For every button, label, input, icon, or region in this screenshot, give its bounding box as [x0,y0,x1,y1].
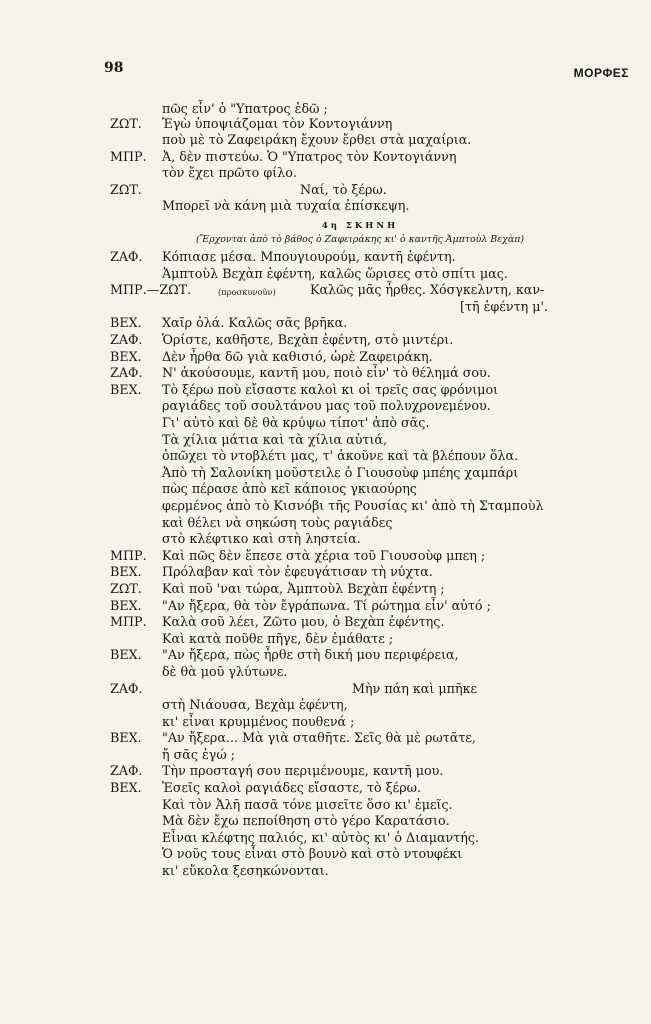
speaker-label: ΜΠΡ. [110,148,147,164]
dialogue-text: στὴ Νιάουσα, Βεχὰμ ἐφέντη, [162,697,348,713]
dialogue-text: Καὶ κατὰ ποῦθε πῆγε, δὲν ἐμάθατε ; [162,630,394,646]
dialogue-text: Ἐγὼ ὑποψιάζομαι τὸν Κοντογιάννη [162,115,393,131]
dialogue-text: δὲ θὰ μοῦ γλύτωνε. [162,663,288,679]
dialogue-line [110,315,610,332]
dialogue-line [110,830,610,847]
dialogue-text: Καὶ ποῦ 'ναι τώρα, Ἀμπτοὺλ Βεχὰπ ἐφέντη ; [162,580,445,596]
dialogue-text: φερμένος ἀπὸ τὸ Κισνόβι τῆς Ρουσίας κι' ἀπὸ τὴ Σταμποὺλ [162,497,544,513]
dialogue-line [110,614,610,631]
dialogue-line [110,398,610,415]
dialogue-text: ραγιάδες τοῦ σουλτάνου μας τοῦ πολυχρονεμένου. [162,398,491,414]
journal-title: ΜΟΡΦΕΣ [573,66,629,80]
speaker-label: ΒΕΧ. [110,730,142,746]
dialogue-text: Καὶ τὸν Ἀλῆ πασᾶ τόνε μισεῖτε ὅσο κι' ἐμεῖς. [162,796,453,812]
dialogue-line [110,198,610,215]
dialogue-line [110,365,610,382]
dialogue-line [110,730,610,747]
speaker-label: ΒΕΧ. [110,564,142,580]
dialogue-text: Δὲν ἦρθα δῶ γιὰ καθισιό, ὡρὲ Ζαφειράκη. [162,348,433,364]
dialogue-line [110,182,610,199]
dialogue-line [110,132,610,149]
dialogue-line [110,299,610,316]
dialogue-line [110,780,610,797]
dialogue-line [110,714,610,731]
dialogue-text: πὼς πέρασε ἀπὸ κεῖ κάποιος γκιαούρης [162,481,417,497]
stage-direction: (προσκυνοῦν) [218,287,276,298]
speaker-label: ΒΕΧ. [110,315,142,331]
dialogue-line [110,548,610,565]
dialogue-text: Μπορεῖ νὰ κάνη μιὰ τυχαία ἐπίσκεψη. [162,198,410,214]
speaker-label: ΖΩΤ. [110,115,142,131]
dialogue-line [110,282,610,299]
play-text [110,101,610,880]
dialogue-text: Ἀ, δὲν πιστεύω. Ὁ "Υπατρος τὸν Κοντογιάννη [162,148,457,164]
page-number: 98 [104,60,124,76]
dialogue-text: Τὰ χίλια μάτια καὶ τὰ χίλια αὐτιά, [162,431,388,447]
dialogue-line [110,531,610,548]
dialogue-line [110,763,610,780]
dialogue-text: Καὶ πῶς δὲν ἔπεσε στὰ χέρια τοῦ Γιουσοὺφ μπεη ; [162,547,486,563]
dialogue-text: Ἐσεῖς καλοὶ ραγιάδες εἴσαστε, τὸ ξέρω. [162,780,422,796]
speaker-label: ΜΠΡ. [110,547,147,563]
dialogue-text: Τὸ ξέρω ποὺ εἴσαστε καλοὶ κι οἱ τρεῖς σας φρόνιμοι [162,381,499,397]
dialogue-text: Ἀμπτοὺλ Βεχὰπ ἐφέντη, καλῶς ὥρισες στὸ σπίτι μας. [162,265,508,281]
speaker-label: ΜΠΡ.—ΖΩΤ. [110,282,192,298]
dialogue-line [110,101,610,116]
dialogue-line [110,863,610,880]
speaker-label: ΒΕΧ. [110,780,142,796]
dialogue-line [110,598,610,615]
dialogue-text: Ἀπὸ τὴ Σαλονίκη μοῦστειλε ὁ Γιουσοὺφ μπέης χαμπάρι [162,464,519,480]
scene-heading: 4η ΣΚΗΝΗ [321,221,399,232]
dialogue-text: Γι' αὐτὸ καὶ δὲ θὰ κρύψω τίποτ' ἀπὸ σᾶς. [162,415,430,430]
dialogue-text: Κόπιασε μέσα. Μπουγιουρούμ, καντῆ ἐφέντη. [162,249,456,265]
stage-direction: (Ἔρχονται ἀπὸ τὸ βάθος ὁ Ζαφειράκης κι' ὁ καντῆς Ἀμπτοὺλ Βεχὰπ) [195,234,525,246]
dialogue-line [110,846,610,863]
speaker-label: ΖΑΦ. [110,332,143,348]
dialogue-line [110,382,610,399]
dialogue-line [110,116,610,133]
dialogue-text: Μὴν πάη καὶ μπῆκε [352,680,478,696]
dialogue-line [110,631,610,648]
dialogue-line [110,266,610,283]
dialogue-line [110,415,610,432]
speaker-label: ΖΩΤ. [110,580,142,596]
dialogue-text: "Αν ἤξερα, θὰ τὸν ἔγράπωνα. Τί ρώτημα εἶν' αὐτό ; [162,597,491,613]
dialogue-text: Ὁρίστε, καθῆστε, Βεχὰπ ἐφέντη, στὸ μιντέρι. [162,332,454,348]
dialogue-line [110,681,610,698]
dialogue-line [110,448,610,465]
dialogue-text: "Αν ἤξερα... Μὰ γιὰ σταθῆτε. Σεῖς θὰ μὲ ρωτᾶτε, [162,730,476,746]
dialogue-line [110,697,610,714]
speaker-label: ΖΑΦ. [110,249,143,265]
dialogue-text: ἤ σᾶς ἐγώ ; [162,746,236,762]
dialogue-line [110,797,610,814]
dialogue-text: πῶς εἶν' ὁ "Υπατρος ἐδῶ ; [162,101,328,116]
dialogue-text: ὀπῶχει τὸ ντοβλέτι μας, τ' ἀκοῦνε καὶ τὰ βλέπουν ὅλα. [162,448,519,464]
dialogue-line [110,481,610,498]
speaker-label: ΖΩΤ. [110,181,142,197]
dialogue-line [110,249,610,266]
speaker-label: ΒΕΧ. [110,381,142,397]
dialogue-line [110,498,610,515]
speaker-label: ΒΕΧ. [110,647,142,663]
dialogue-text: στὸ κλέφτικο καὶ στὴ ληστεία. [162,531,361,547]
dialogue-line [110,747,610,764]
dialogue-text: καὶ θέλει νὰ σηκώση τοὺς ραγιάδες [162,514,393,530]
dialogue-line [110,149,610,166]
dialogue-text: Χαῖρ ὀλά. Καλῶς σᾶς βρῆκα. [162,315,348,331]
speaker-label: ΒΕΧ. [110,348,142,364]
dialogue-text: ποὺ μὲ τὸ Ζαφειράκη ἔχουν ἔρθει στὰ μαχαίρια. [162,132,472,148]
dialogue-line [110,581,610,598]
dialogue-text: Τὴν προσταγή σου περιμένουμε, καντῆ μου. [162,763,444,779]
dialogue-text: κι' εὔκολα ξεσηκώνονται. [162,863,329,879]
dialogue-line [110,165,610,182]
dialogue-line [110,515,610,532]
dialogue-text: Μὰ δὲν ἔχω πεποίθηση στὸ γέρο Καρατάσιο. [162,813,450,829]
dialogue-text: τὸν ἔχει πρῶτο φίλο. [162,165,297,181]
dialogue-line [110,813,610,830]
dialogue-text: Ναί, τὸ ξέρω. [300,181,387,197]
dialogue-text: Καλῶς μᾶς ἦρθες. Χόσγκελντη, καν- [310,282,545,298]
dialogue-text: Καλὰ σοῦ λέει, Ζῶτο μου, ὁ Βεχὰπ ἐφέντης. [162,614,445,630]
dialogue-line [110,332,610,349]
dialogue-line [110,664,610,681]
dialogue-line [110,349,610,366]
dialogue-line [110,564,610,581]
speaker-label: ΖΑΦ. [110,763,143,779]
dialogue-text: Πρόλαβαν καὶ τὸν ἐφευγάτισαν τὴ νύχτα. [162,564,433,580]
dialogue-text: Εἶναι κλέφτης παλιός, κι' αὐτὸς κι' ὁ Διαμαντής. [162,829,480,845]
speaker-label: ΖΑΦ. [110,365,143,381]
dialogue-text: Ν' ἀκούσουμε, καντῆ μου, ποιὸ εἶν' τὸ θέλημά σου. [162,365,491,381]
dialogue-line [110,465,610,482]
dialogue-line [110,647,610,664]
speaker-label: ΖΑΦ. [110,680,143,696]
speaker-label: ΒΕΧ. [110,597,142,613]
speaker-label: ΜΠΡ. [110,614,147,630]
dialogue-text: [τῆ ἐφέντη μ'. [460,298,549,314]
dialogue-text: κι' εἶναι κρυμμένος πουθενά ; [162,713,355,729]
dialogue-text: Ὁ νοῦς τους εἶναι στὸ βουνὸ καὶ στὸ ντουφέκι [162,846,463,862]
dialogue-text: "Αν ἤξερα, πὼς ἦρθε στὴ δική μου περιφέρεια, [162,647,459,663]
dialogue-line [110,432,610,449]
